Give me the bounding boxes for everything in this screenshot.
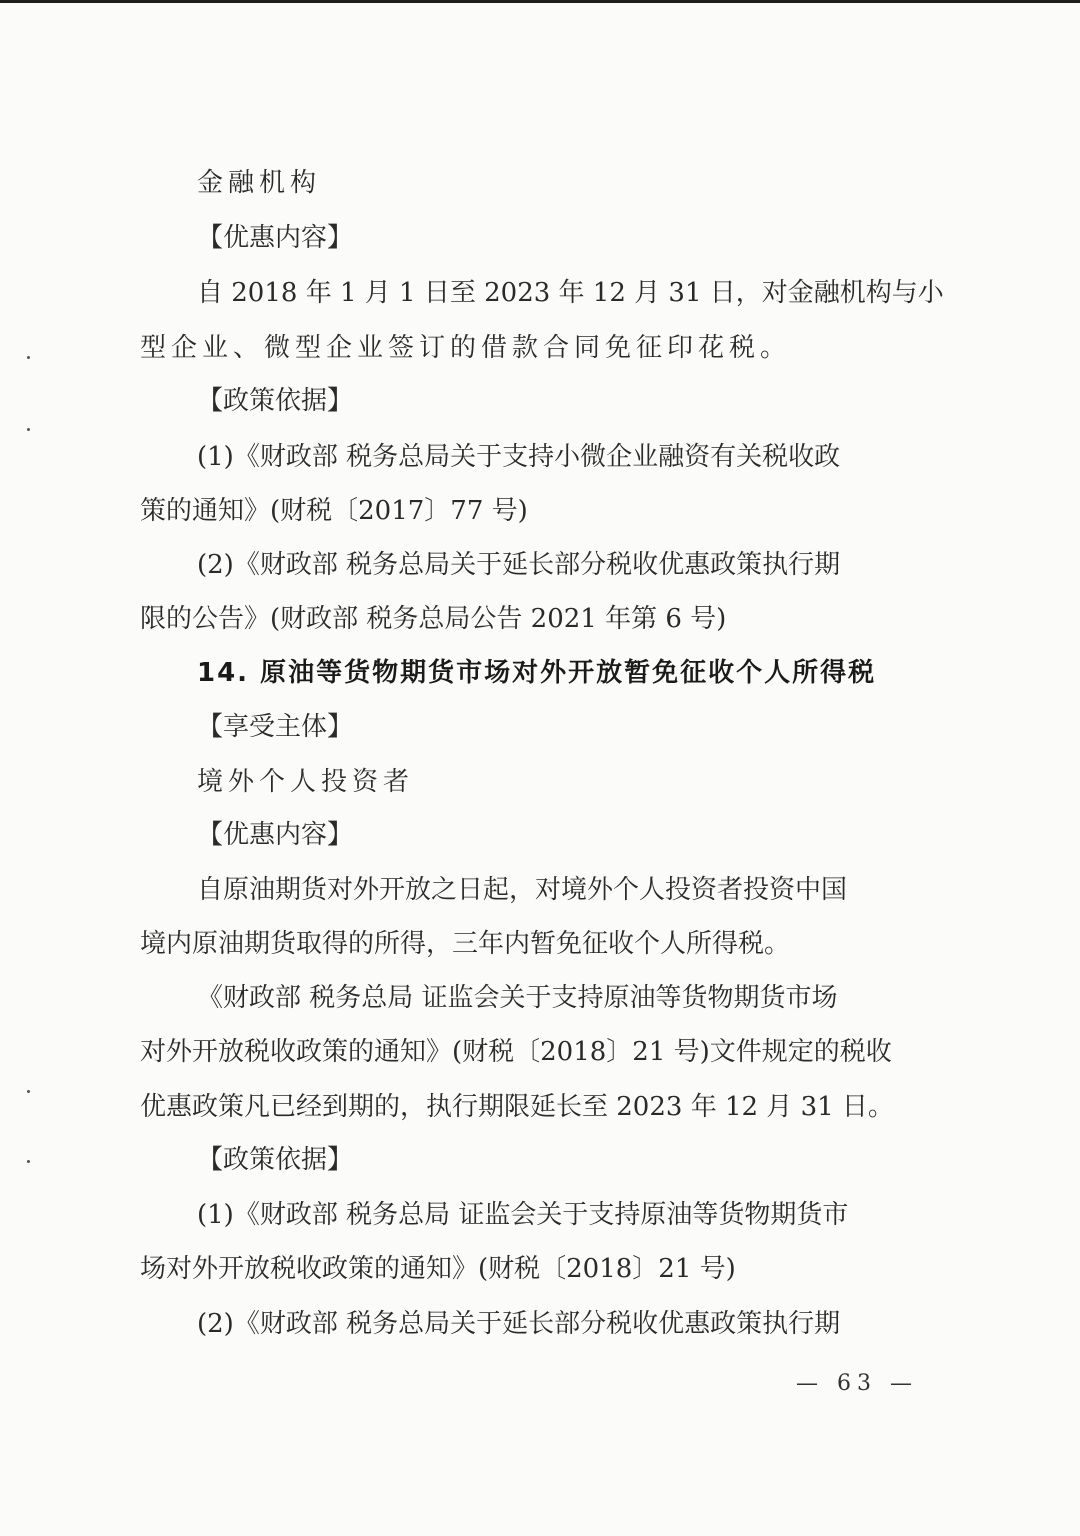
section-label: 【享受主体】 (197, 712, 354, 742)
text-line: 限的公告》(财政部 税务总局公告 2021 年第 6 号) (140, 604, 727, 634)
scan-speck (27, 1160, 30, 1163)
text-line: (2)《财政部 税务总局关于延长部分税收优惠政策执行期 (197, 1309, 841, 1339)
scan-speck (27, 428, 30, 431)
text-line: (2)《财政部 税务总局关于延长部分税收优惠政策执行期 (197, 550, 841, 580)
section-label: 【优惠内容】 (197, 223, 354, 253)
text-line: 自 2018 年 1 月 1 日至 2023 年 12 月 31 日，对金融机构与小 (197, 278, 944, 308)
scan-speck (27, 1090, 30, 1093)
text-line: 场对外开放税收政策的通知》(财税〔2018〕21 号) (140, 1254, 736, 1284)
section-label: 【优惠内容】 (197, 820, 354, 850)
text-line: 优惠政策凡已经到期的，执行期限延长至 2023 年 12 月 31 日。 (140, 1092, 894, 1122)
section-heading: 14. 原油等货物期货市场对外开放暂免征收个人所得税 (197, 658, 877, 688)
text-line: 策的通知》(财税〔2017〕77 号) (140, 496, 528, 526)
scan-speck (27, 356, 30, 359)
text-line: 《财政部 税务总局 证监会关于支持原油等货物期货市场 (197, 983, 838, 1013)
section-label: 【政策依据】 (197, 386, 354, 416)
text-line: 境外个人投资者 (197, 767, 415, 797)
page-number: — 63 — (796, 1371, 918, 1396)
section-label: 【政策依据】 (197, 1145, 354, 1175)
text-line: 对外开放税收政策的通知》(财税〔2018〕21 号)文件规定的税收 (140, 1037, 892, 1067)
text-line: 型企业、微型企业签订的借款合同免征印花税。 (140, 333, 792, 363)
text-line: 自原油期货对外开放之日起，对境外个人投资者投资中国 (197, 875, 848, 905)
text-line: (1)《财政部 税务总局关于支持小微企业融资有关税收政 (197, 442, 841, 472)
text-line: 金融机构 (197, 168, 322, 198)
text-line: (1)《财政部 税务总局 证监会关于支持原油等货物期货市 (197, 1200, 849, 1230)
text-line: 境内原油期货取得的所得，三年内暂免征收个人所得税。 (140, 929, 791, 959)
scan-top-edge (0, 0, 1080, 3)
